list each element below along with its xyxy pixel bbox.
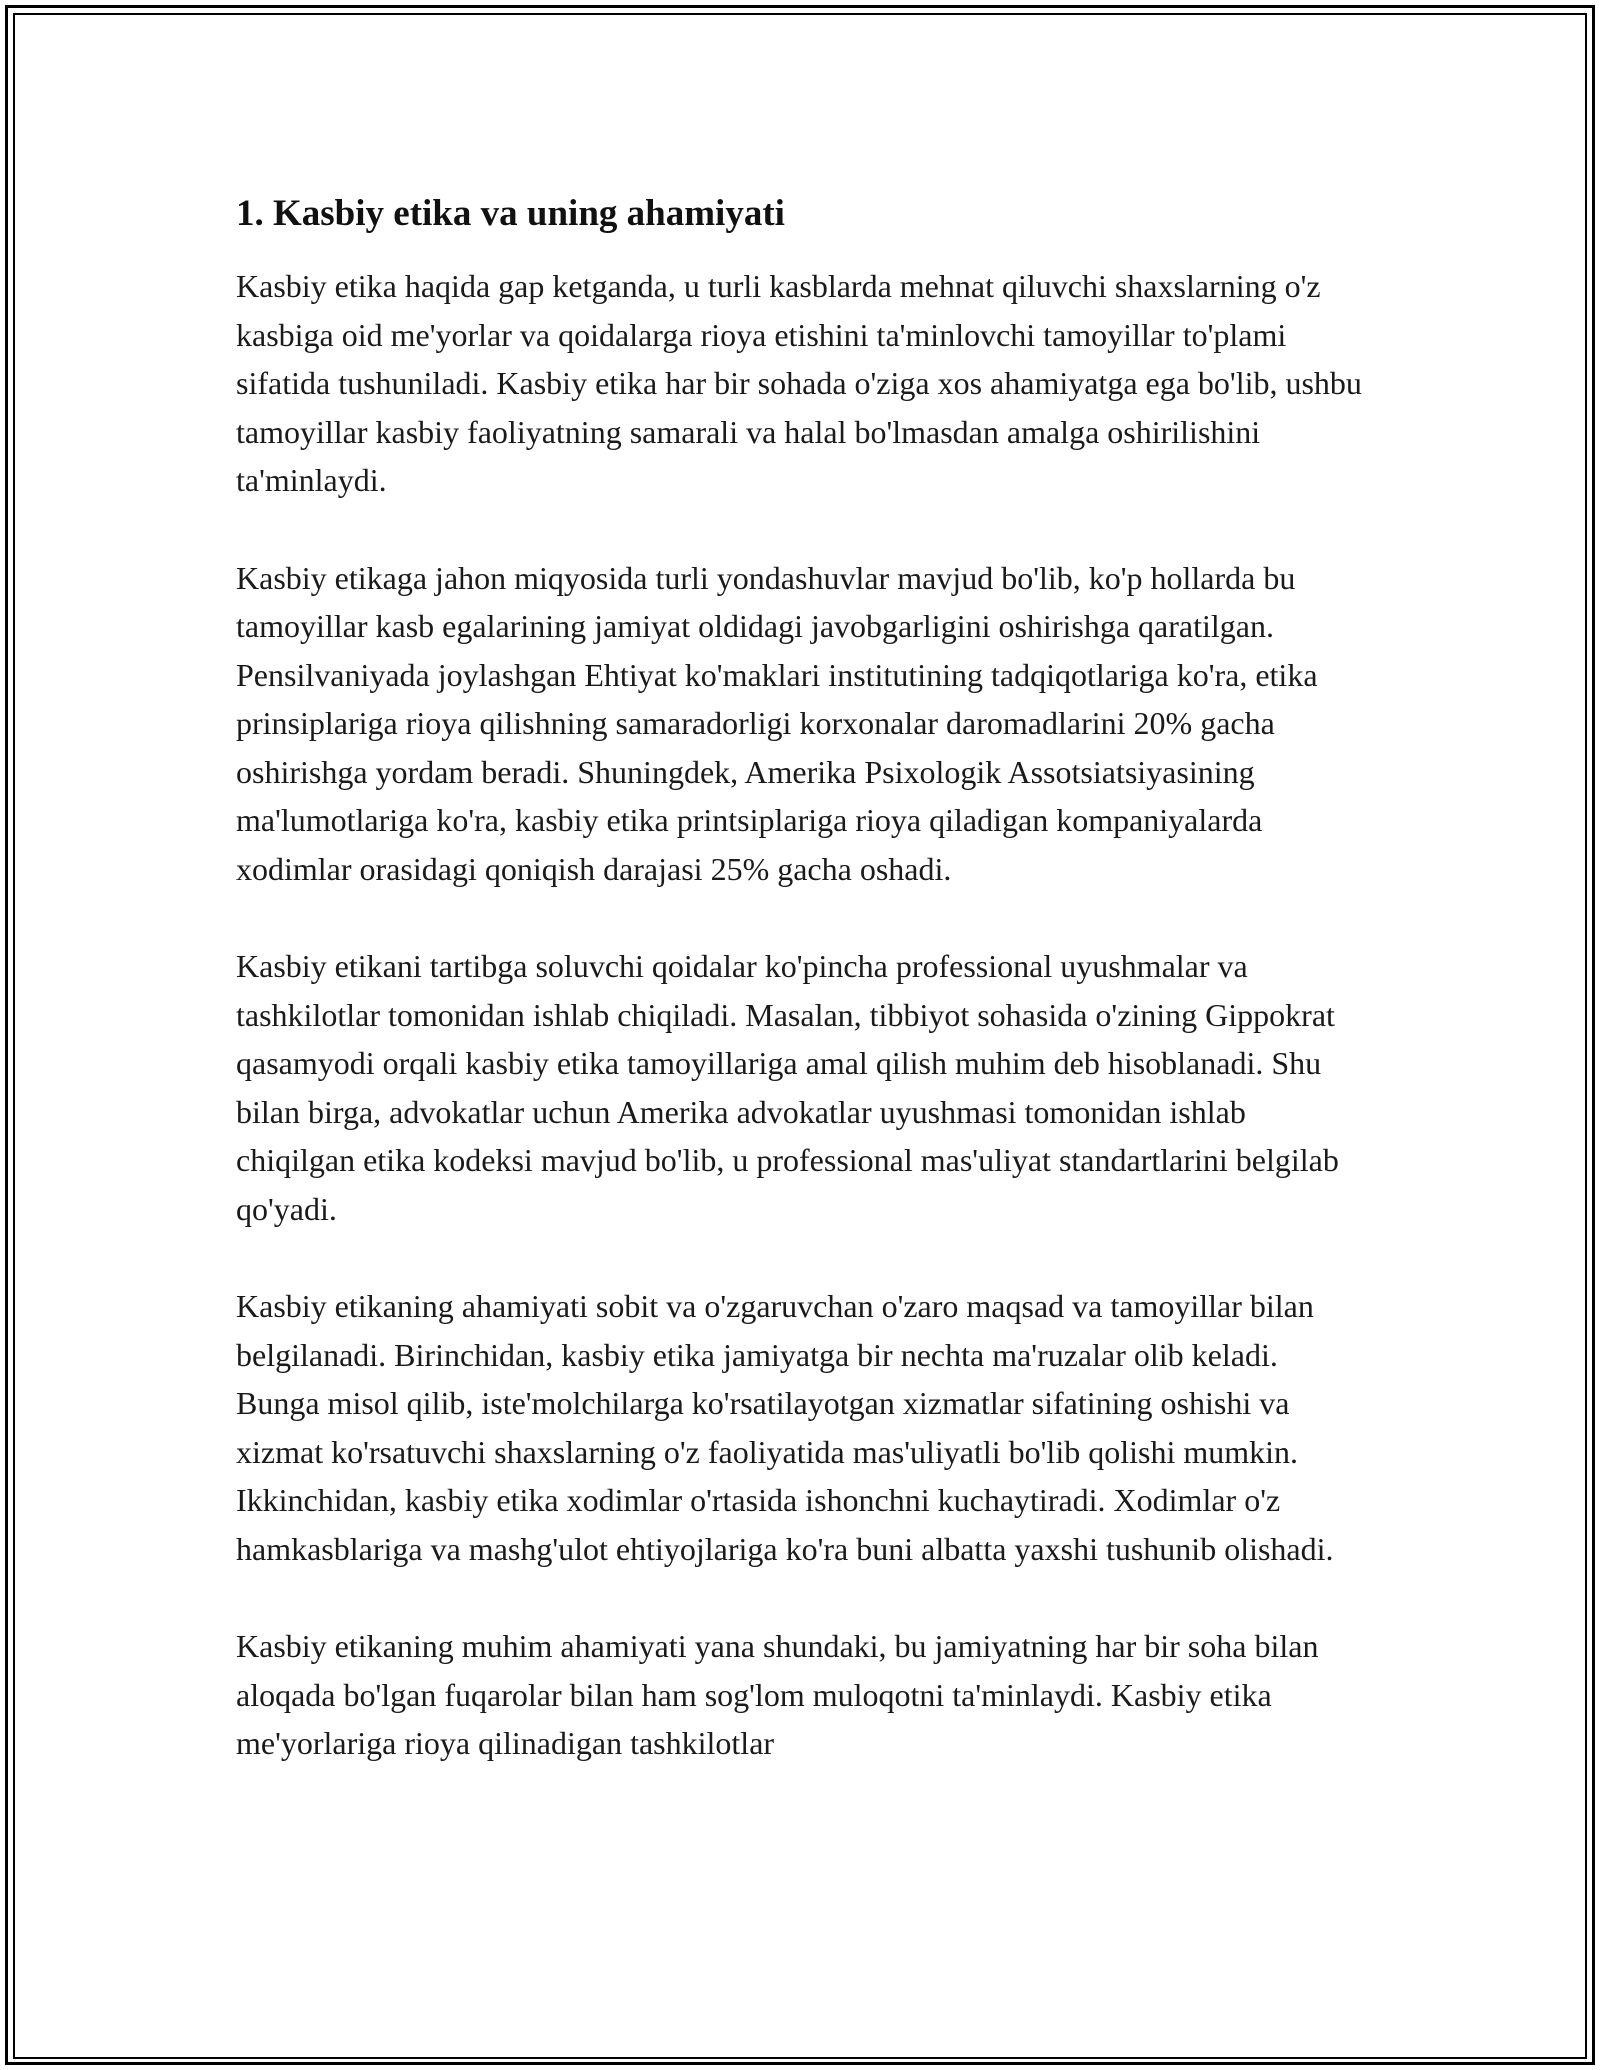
document-body [236, 188, 1366, 1817]
section-heading: 1. Kasbiy etika va uning ahamiyati [236, 193, 785, 234]
paragraph-1: Kasbiy etika haqida gap ketganda, u turli kasblarda mehnat qiluvchi shaxslarning o'z kasbiga oid me'yorlar va qoidalarga rioya etishini ta'minlovchi tamoyillar to'plami sifatida tushuniladi. Kasbiy etika har bir sohada o'ziga xos ahamiyatga ega bo'lib, ushbu tamoyillar kasbiy faoliyatning samarali va halal bo'lmasdan amalga oshirilishini ta'minlaydi. [236, 268, 1362, 498]
paragraph-5: Kasbiy etikaning muhim ahamiyati yana shundaki, bu jamiyatning har bir soha bilan aloqada bo'lgan fuqarolar bilan ham sog'lom muloqotni ta'minlaydi. Kasbiy etika me'yorlariga rioya qilinadigan tashkilotlar [236, 1628, 1319, 1761]
paragraph-2: Kasbiy etikaga jahon miqyosida turli yondashuvlar mavjud bo'lib, ko'p hollarda bu tamoyillar kasb egalarining jamiyat oldidagi javobgarligini oshirishga qaratilgan. Pensilvaniyada joylashgan Ehtiyat ko'maklari institutining tadqiqotlariga ko'ra, etika prinsiplariga rioya qilishning samaradorligi korxonalar daromadlarini 20% gacha oshirishga yordam beradi. Shuningdek, Amerika Psixologik Assotsiatsiyasining ma'lumotlariga ko'ra, kasbiy etika printsiplariga rioya qiladigan kompaniyalarda xodimlar orasidagi qoniqish darajasi 25% gacha oshadi. [236, 559, 1318, 887]
paragraph-3: Kasbiy etikani tartibga soluvchi qoidalar ko'pincha professional uyushmalar va tashkilotlar tomonidan ishlab chiqiladi. Masalan, tibbiyot sohasida o'zining Gippokrat qasamyodi orqali kasbiy etika tamoyillariga amal qilish muhim deb hisoblanadi. Shu bilan birga, advokatlar uchun Amerika advokatlar uyushmasi tomonidan ishlab chiqilgan etika kodeksi mavjud bo'lib, u professional mas'uliyat standartlarini belgilab qo'yadi. [236, 948, 1339, 1227]
paragraph-4: Kasbiy etikaning ahamiyati sobit va o'zgaruvchan o'zaro maqsad va tamoyillar bilan belgilanadi. Birinchidan, kasbiy etika jamiyatga bir nechta ma'ruzalar olib keladi. Bunga misol qilib, iste'molchilarga ko'rsatilayotgan xizmatlar sifatining oshishi va xizmat ko'rsatuvchi shaxslarning o'z faoliyatida mas'uliyatli bo'lib qolishi mumkin. Ikkinchidan, kasbiy etika xodimlar o'rtasida ishonchni kuchaytiradi. Xodimlar o'z hamkasblariga va mashg'ulot ehtiyojlariga ko'ra buni albatta yaxshi tushunib olishadi. [236, 1288, 1334, 1567]
